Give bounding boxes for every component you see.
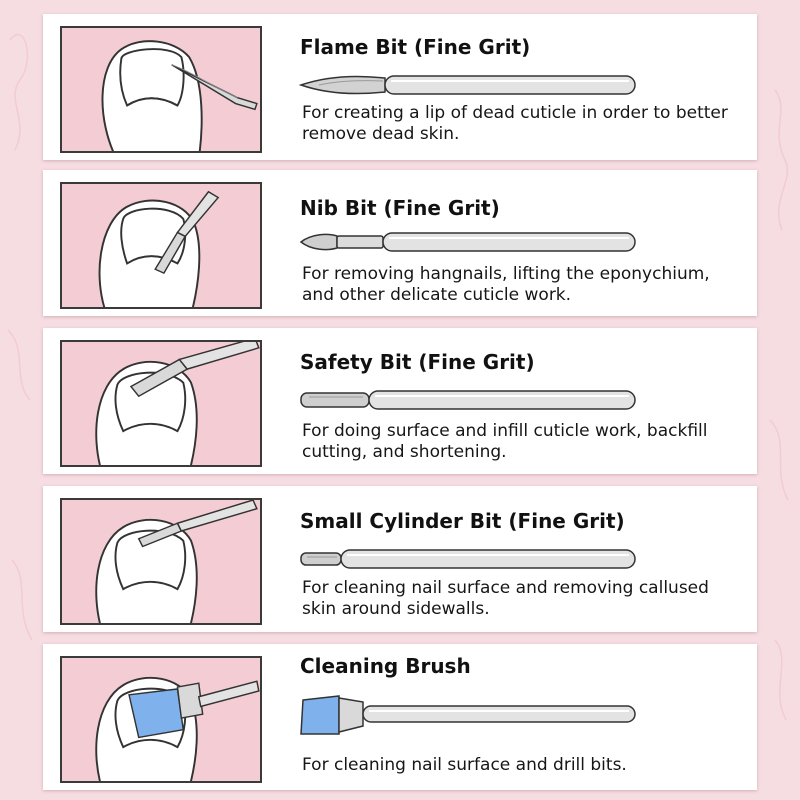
nib-bit-on-nail-illustration <box>62 184 260 307</box>
flame-bit-icon <box>297 67 639 103</box>
safety-bit-icon <box>297 382 639 418</box>
item-description: For doing surface and infill cuticle work, backfill cutting, and shortening. <box>302 421 708 462</box>
small-cylinder-bit-on-nail-illustration <box>62 500 260 623</box>
item-title: Flame Bit (Fine Grit) <box>300 35 531 59</box>
item-description: For cleaning nail surface and drill bits. <box>302 755 627 775</box>
item-description: For creating a lip of dead cuticle in order to better remove dead skin. <box>302 103 728 144</box>
item-description: For cleaning nail surface and removing callused skin around sidewalls. <box>302 578 709 619</box>
item-title: Nib Bit (Fine Grit) <box>300 196 500 220</box>
item-title: Small Cylinder Bit (Fine Grit) <box>300 509 625 533</box>
card-flame-bit <box>43 14 757 160</box>
nail-illustration <box>60 182 262 309</box>
nail-illustration <box>60 656 262 783</box>
flame-bit-on-nail-illustration <box>62 28 260 151</box>
nail-illustration <box>60 26 262 153</box>
safety-bit-on-nail-illustration <box>62 342 260 465</box>
nail-illustration <box>60 498 262 625</box>
item-description: For removing hangnails, lifting the eponychium, and other delicate cuticle work. <box>302 264 710 305</box>
card-cleaning-brush <box>43 644 757 790</box>
item-title: Cleaning Brush <box>300 654 471 678</box>
small-cylinder-bit-icon <box>297 541 639 577</box>
nib-bit-icon <box>297 224 639 260</box>
card-small-cylinder-bit <box>43 486 757 632</box>
item-title: Safety Bit (Fine Grit) <box>300 350 535 374</box>
card-nib-bit <box>43 170 757 316</box>
card-safety-bit <box>43 328 757 474</box>
cleaning-brush-on-nail-illustration <box>62 658 260 781</box>
nail-illustration <box>60 340 262 467</box>
cleaning-brush-icon <box>297 688 639 738</box>
